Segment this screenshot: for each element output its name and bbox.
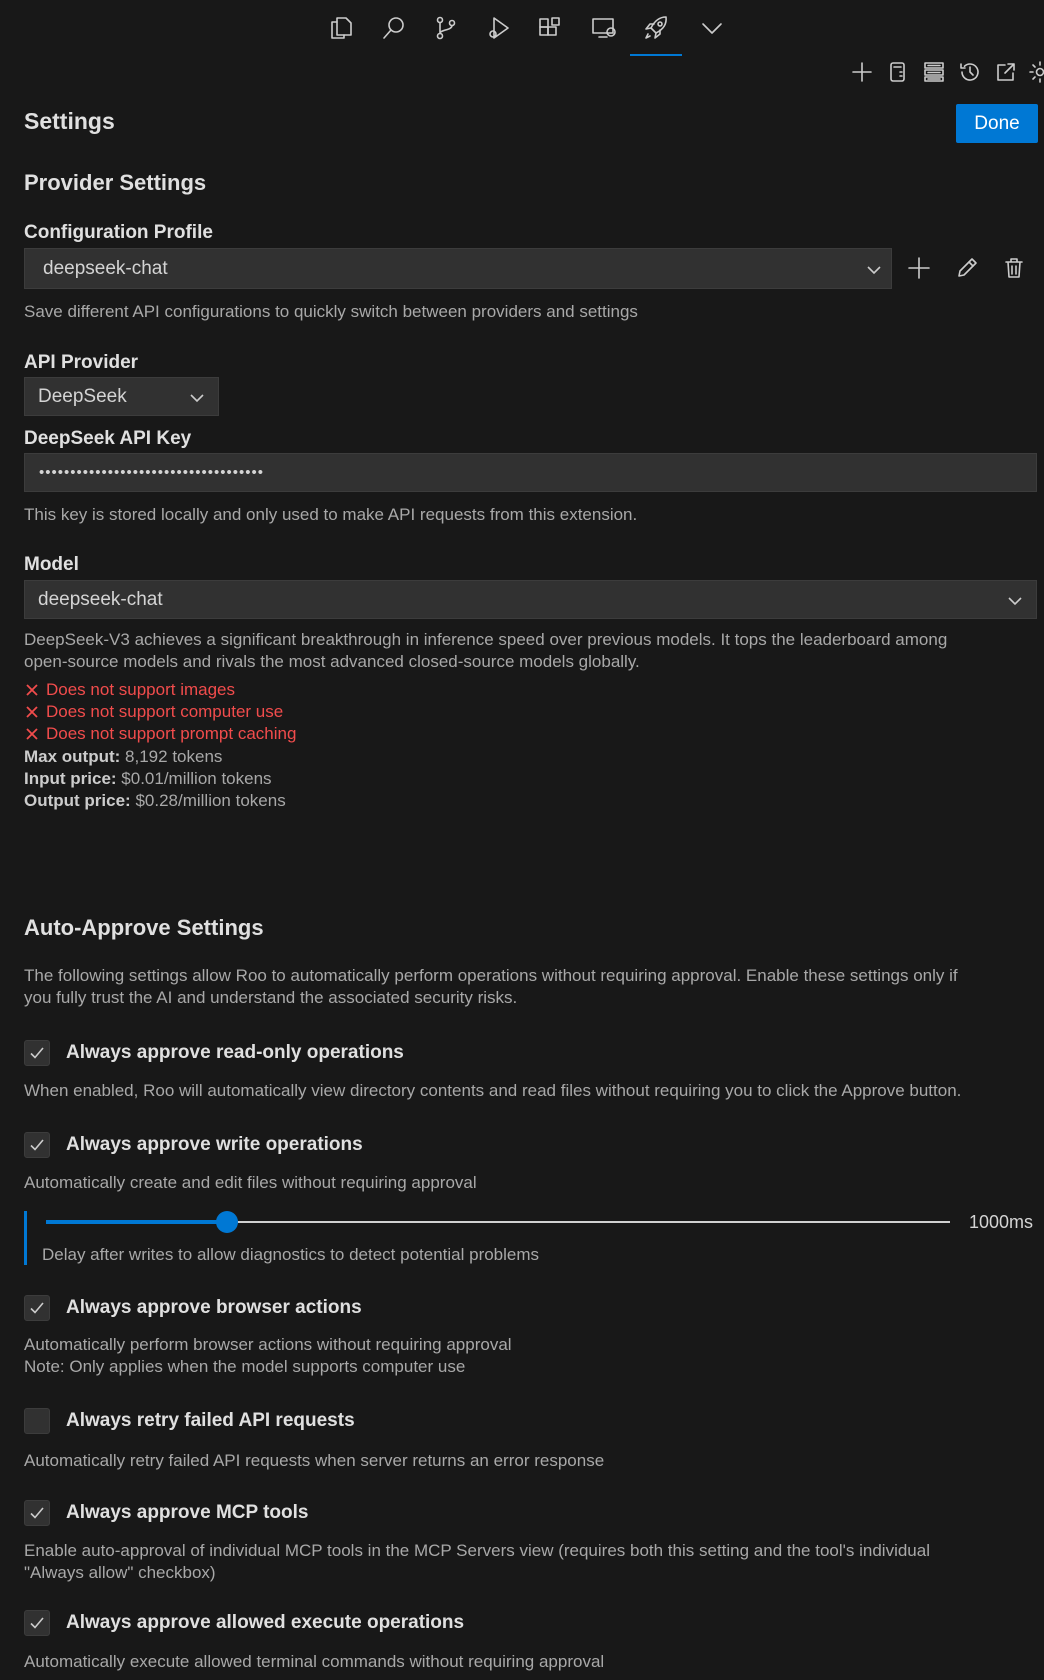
browser-actions-description-line: Automatically perform browser actions without requiring approval xyxy=(24,1335,512,1354)
checkmark-icon xyxy=(28,1504,46,1522)
read-only-description: When enabled, Roo will automatically view directory contents and read files without requiring you to click the Approve button. xyxy=(24,1081,962,1100)
execute-operations-checkbox[interactable] xyxy=(24,1610,50,1636)
chevron-down-icon xyxy=(1006,592,1024,610)
max-output-info xyxy=(24,747,222,767)
output-price-info xyxy=(24,791,286,811)
capability-computer-use xyxy=(26,702,283,722)
x-icon xyxy=(26,684,38,696)
api-key-label: DeepSeek API Key xyxy=(24,428,192,449)
checkmark-icon xyxy=(28,1044,46,1062)
mcp-tools-checkbox[interactable] xyxy=(24,1500,50,1526)
retry-requests-description: Automatically retry failed API requests when server returns an error response xyxy=(24,1451,605,1470)
browser-actions-checkbox[interactable] xyxy=(24,1295,50,1321)
configuration-profile-value: deepseek-chat xyxy=(43,257,168,279)
api-provider-select[interactable] xyxy=(24,377,219,416)
capability-label: Does not support computer use xyxy=(46,702,284,721)
input-price-value: $0.01/million tokens xyxy=(116,769,272,788)
settings-gear-icon[interactable] xyxy=(1026,58,1044,86)
configuration-profile-label: Configuration Profile xyxy=(24,222,213,243)
configuration-profile-help: Save different API configurations to quickly switch between providers and settings xyxy=(24,302,638,321)
api-key-input[interactable] xyxy=(24,453,1037,492)
write-operations-description: Automatically create and edit files without requiring approval xyxy=(24,1173,477,1192)
input-price-info xyxy=(24,769,272,789)
model-description xyxy=(24,629,947,673)
mcp-tools-description xyxy=(24,1540,930,1584)
activity-bar xyxy=(0,0,1044,56)
execute-operations-label[interactable]: Always approve allowed execute operations xyxy=(66,1612,465,1633)
history-icon[interactable] xyxy=(956,58,984,86)
new-task-icon[interactable] xyxy=(848,58,876,86)
mcp-tools-description-line: Enable auto-approval of individual MCP tools in the MCP Servers view (requires both this setting and the tool's individual xyxy=(24,1541,930,1560)
write-delay-slider-thumb[interactable] xyxy=(216,1211,238,1233)
checkmark-icon xyxy=(28,1299,46,1317)
write-delay-slider-fill xyxy=(46,1220,227,1224)
retry-requests-label[interactable]: Always retry failed API requests xyxy=(66,1410,355,1431)
api-key-value: •••••••••••••••••••••••••••••••••••• xyxy=(39,464,265,481)
delete-profile-icon[interactable] xyxy=(1002,256,1026,280)
model-value: deepseek-chat xyxy=(38,588,163,610)
api-key-help: This key is stored locally and only used to make API requests from this extension. xyxy=(24,505,638,524)
chevron-down-icon xyxy=(865,261,883,279)
mcp-tools-label[interactable]: Always approve MCP tools xyxy=(66,1502,309,1523)
chevron-down-icon xyxy=(188,389,206,407)
done-button[interactable]: Done xyxy=(956,104,1038,143)
model-label: Model xyxy=(24,554,79,575)
write-operations-label[interactable]: Always approve write operations xyxy=(66,1134,363,1155)
mcp-servers-icon[interactable] xyxy=(920,58,948,86)
capability-label: Does not support images xyxy=(46,680,235,699)
input-price-label: Input price: xyxy=(24,769,117,788)
remote-explorer-icon[interactable] xyxy=(588,12,620,44)
api-provider-label: API Provider xyxy=(24,352,139,373)
roo-rocket-icon[interactable] xyxy=(640,12,672,44)
write-delay-help: Delay after writes to allow diagnostics to detect potential problems xyxy=(42,1245,540,1264)
configuration-profile-select[interactable] xyxy=(24,248,892,289)
max-output-value: 8,192 tokens xyxy=(120,747,223,766)
extensions-icon[interactable] xyxy=(534,12,566,44)
explorer-icon[interactable] xyxy=(325,12,357,44)
capability-images xyxy=(26,680,235,700)
write-operations-checkbox[interactable] xyxy=(24,1132,50,1158)
source-control-icon[interactable] xyxy=(430,12,462,44)
capability-label: Does not support prompt caching xyxy=(46,724,297,743)
output-price-value: $0.28/million tokens xyxy=(130,791,286,810)
auto-approve-intro-line: The following settings allow Roo to automatically perform operations without requiring approval. Enable these settings only if xyxy=(24,966,958,985)
auto-approve-intro-line: you fully trust the AI and understand the associated security risks. xyxy=(24,988,518,1007)
write-delay-indicator-bar xyxy=(24,1211,27,1265)
model-select[interactable] xyxy=(24,580,1037,619)
auto-approve-intro xyxy=(24,965,958,1009)
browser-actions-label[interactable]: Always approve browser actions xyxy=(66,1297,362,1318)
x-icon xyxy=(26,728,38,740)
read-only-checkbox[interactable] xyxy=(24,1040,50,1066)
run-debug-icon[interactable] xyxy=(482,12,514,44)
auto-approve-heading: Auto-Approve Settings xyxy=(24,915,264,940)
capability-prompt-caching xyxy=(26,724,296,744)
execute-operations-description: Automatically execute allowed terminal commands without requiring approval xyxy=(24,1652,605,1671)
max-output-label: Max output: xyxy=(24,747,121,766)
provider-settings-heading: Provider Settings xyxy=(24,170,207,195)
api-provider-value: DeepSeek xyxy=(38,385,127,407)
more-chevron-icon[interactable] xyxy=(696,12,728,44)
output-price-label: Output price: xyxy=(24,791,131,810)
prompts-icon[interactable] xyxy=(884,58,912,86)
model-description-line: open-source models and rivals the most advanced closed-source models globally. xyxy=(24,652,640,671)
model-description-line: DeepSeek-V3 achieves a significant breakthrough in inference speed over previous models. It tops the leaderboard among xyxy=(24,630,948,649)
checkmark-icon xyxy=(28,1614,46,1632)
retry-requests-checkbox[interactable] xyxy=(24,1408,50,1434)
checkmark-icon xyxy=(28,1136,46,1154)
mcp-tools-description-line: "Always allow" checkbox) xyxy=(24,1563,216,1582)
read-only-label[interactable]: Always approve read-only operations xyxy=(66,1042,404,1063)
browser-actions-note: Note: Only applies when the model supports computer use xyxy=(24,1357,466,1376)
search-icon[interactable] xyxy=(378,12,410,44)
x-icon xyxy=(26,706,38,718)
page-title: Settings xyxy=(24,108,115,134)
browser-actions-description xyxy=(24,1334,512,1378)
edit-profile-icon[interactable] xyxy=(954,255,980,281)
write-delay-value: 1000ms xyxy=(969,1212,1034,1232)
popout-icon[interactable] xyxy=(992,58,1020,86)
add-profile-icon[interactable] xyxy=(906,255,932,281)
